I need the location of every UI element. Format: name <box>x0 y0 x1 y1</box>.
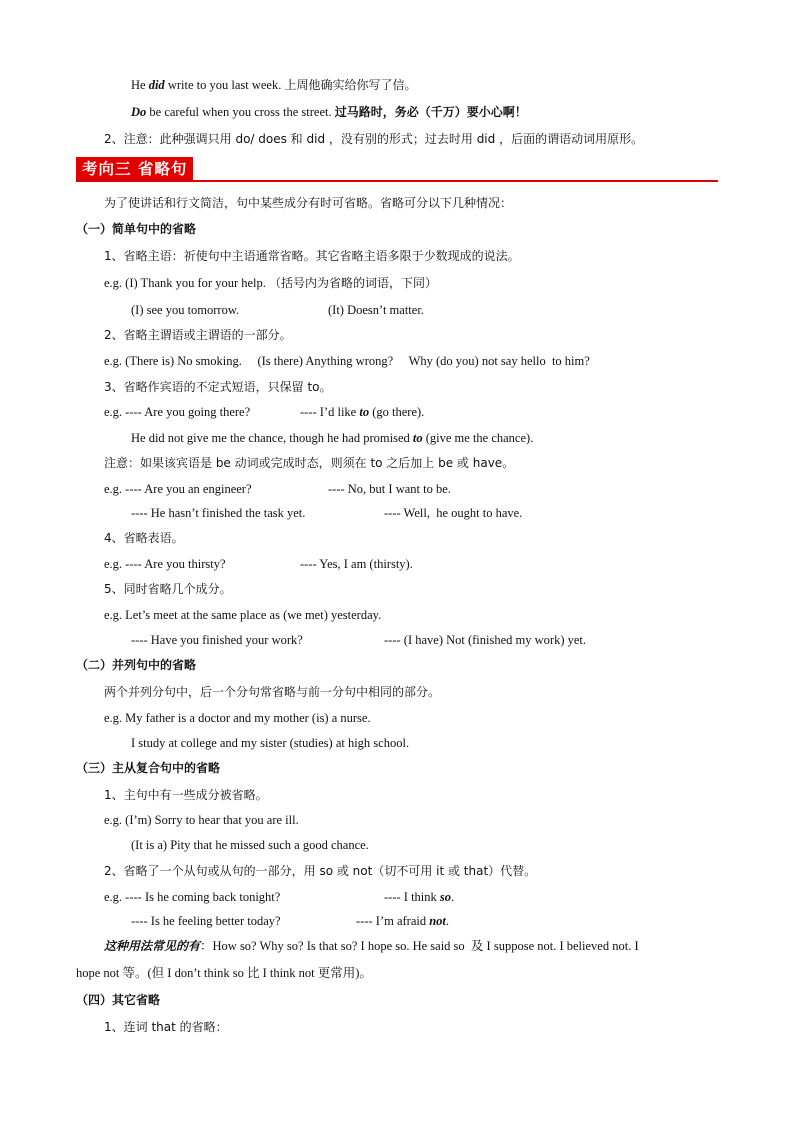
rule-paragraph: 2、省略主谓语或主谓语的一部分。 <box>104 328 292 342</box>
note-paragraph: 注意：如果该宾语是 be 动词或完成时态，则须在 to 之后加上 be 或 have。 <box>104 456 515 470</box>
rule-paragraph: 5、同时省略几个成分。 <box>104 582 232 596</box>
section-title: 考向三 省略句 <box>76 157 193 181</box>
example-sentence: ---- I’m afraid not. <box>356 914 450 928</box>
rule-paragraph: 1、连词 that 的省略： <box>104 1020 228 1034</box>
example-sentence: e.g. ---- Is he coming back tonight? <box>104 890 281 904</box>
example-sentence: e.g. My father is a doctor and my mother (is) a nurse. <box>104 711 371 725</box>
example-sentence: ---- Well, he ought to have. <box>384 506 523 520</box>
example-sentence: e.g. (I) Thank you for your help. （括号内为省略的词语，下同） <box>104 276 438 290</box>
example-sentence: ---- No, but I want to be. <box>328 482 451 496</box>
rule-paragraph: 1、主句中有一些成分被省略。 <box>104 788 268 802</box>
rule-paragraph: 4、省略表语。 <box>104 531 184 545</box>
example-sentence: ---- I think so. <box>384 890 455 904</box>
section-divider <box>76 180 718 182</box>
rule-paragraph: 2、省略了一个从句或从句的一部分，用 so 或 not（切不可用 it 或 that）代替。 <box>104 864 537 878</box>
example-sentence: (It) Doesn’t matter. <box>328 303 424 317</box>
example-sentence: e.g. (There is) No smoking. (Is there) Anything wrong? Why (do you) not say hello to him? <box>104 354 590 368</box>
example-sentence: e.g. ---- Are you thirsty? <box>104 557 226 571</box>
example-sentence: e.g. Let’s meet at the same place as (we met) yesterday. <box>104 608 382 622</box>
subsection-heading: （三）主从复合句中的省略 <box>76 761 221 775</box>
note-paragraph: 2、注意：此种强调只用 do/ does 和 did ，没有别的形式；过去时用 did ，后面的谓语动词用原形。 <box>104 132 644 146</box>
example-sentence: e.g. ---- Are you going there? <box>104 405 251 419</box>
rule-paragraph: 3、省略作宾语的不定式短语，只保留 to。 <box>104 380 332 394</box>
subsection-heading: （四）其它省略 <box>76 993 161 1007</box>
example-sentence: He did write to you last week. 上周他确实给你写了信。 <box>131 78 417 92</box>
usage-paragraph: hope not 等。(但 I don’t think so 比 I think not 更常用)。 <box>76 966 372 980</box>
rule-paragraph: 1、省略主语：祈使句中主语通常省略。其它省略主语多限于少数现成的说法。 <box>104 249 520 263</box>
example-sentence: ---- He hasn’t finished the task yet. <box>131 506 306 520</box>
example-sentence: ---- (I have) Not (finished my work) yet. <box>384 633 587 647</box>
example-sentence: Do be careful when you cross the street. 过马路时，务必（千万）要小心啊！ <box>131 105 527 119</box>
intro-paragraph: 为了使讲话和行文简洁，句中某些成分有时可省略。省略可分以下几种情况： <box>104 196 513 210</box>
rule-paragraph: 两个并列分句中，后一个分句常省略与前一分句中相同的部分。 <box>104 685 441 699</box>
usage-paragraph: 这种用法常见的有：How so? Why so? Is that so? I hope so. He said so 及 I suppose not. I believed not. I <box>104 939 639 953</box>
example-sentence: e.g. ---- Are you an engineer? <box>104 482 252 496</box>
example-sentence: e.g. (I’m) Sorry to hear that you are ill. <box>104 813 299 827</box>
example-sentence: ---- I’d like to (go there). <box>300 405 425 419</box>
example-sentence: ---- Is he feeling better today? <box>131 914 281 928</box>
subsection-heading: （二）并列句中的省略 <box>76 658 197 672</box>
example-sentence: I study at college and my sister (studies) at high school. <box>131 736 410 750</box>
example-sentence: ---- Have you finished your work? <box>131 633 303 647</box>
example-sentence: (It is a) Pity that he missed such a good chance. <box>131 838 369 852</box>
example-sentence: He did not give me the chance, though he had promised to (give me the chance). <box>131 431 534 445</box>
example-sentence: ---- Yes, I am (thirsty). <box>300 557 413 571</box>
subsection-heading: （一）简单句中的省略 <box>76 222 197 236</box>
example-sentence: (I) see you tomorrow. <box>131 303 240 317</box>
